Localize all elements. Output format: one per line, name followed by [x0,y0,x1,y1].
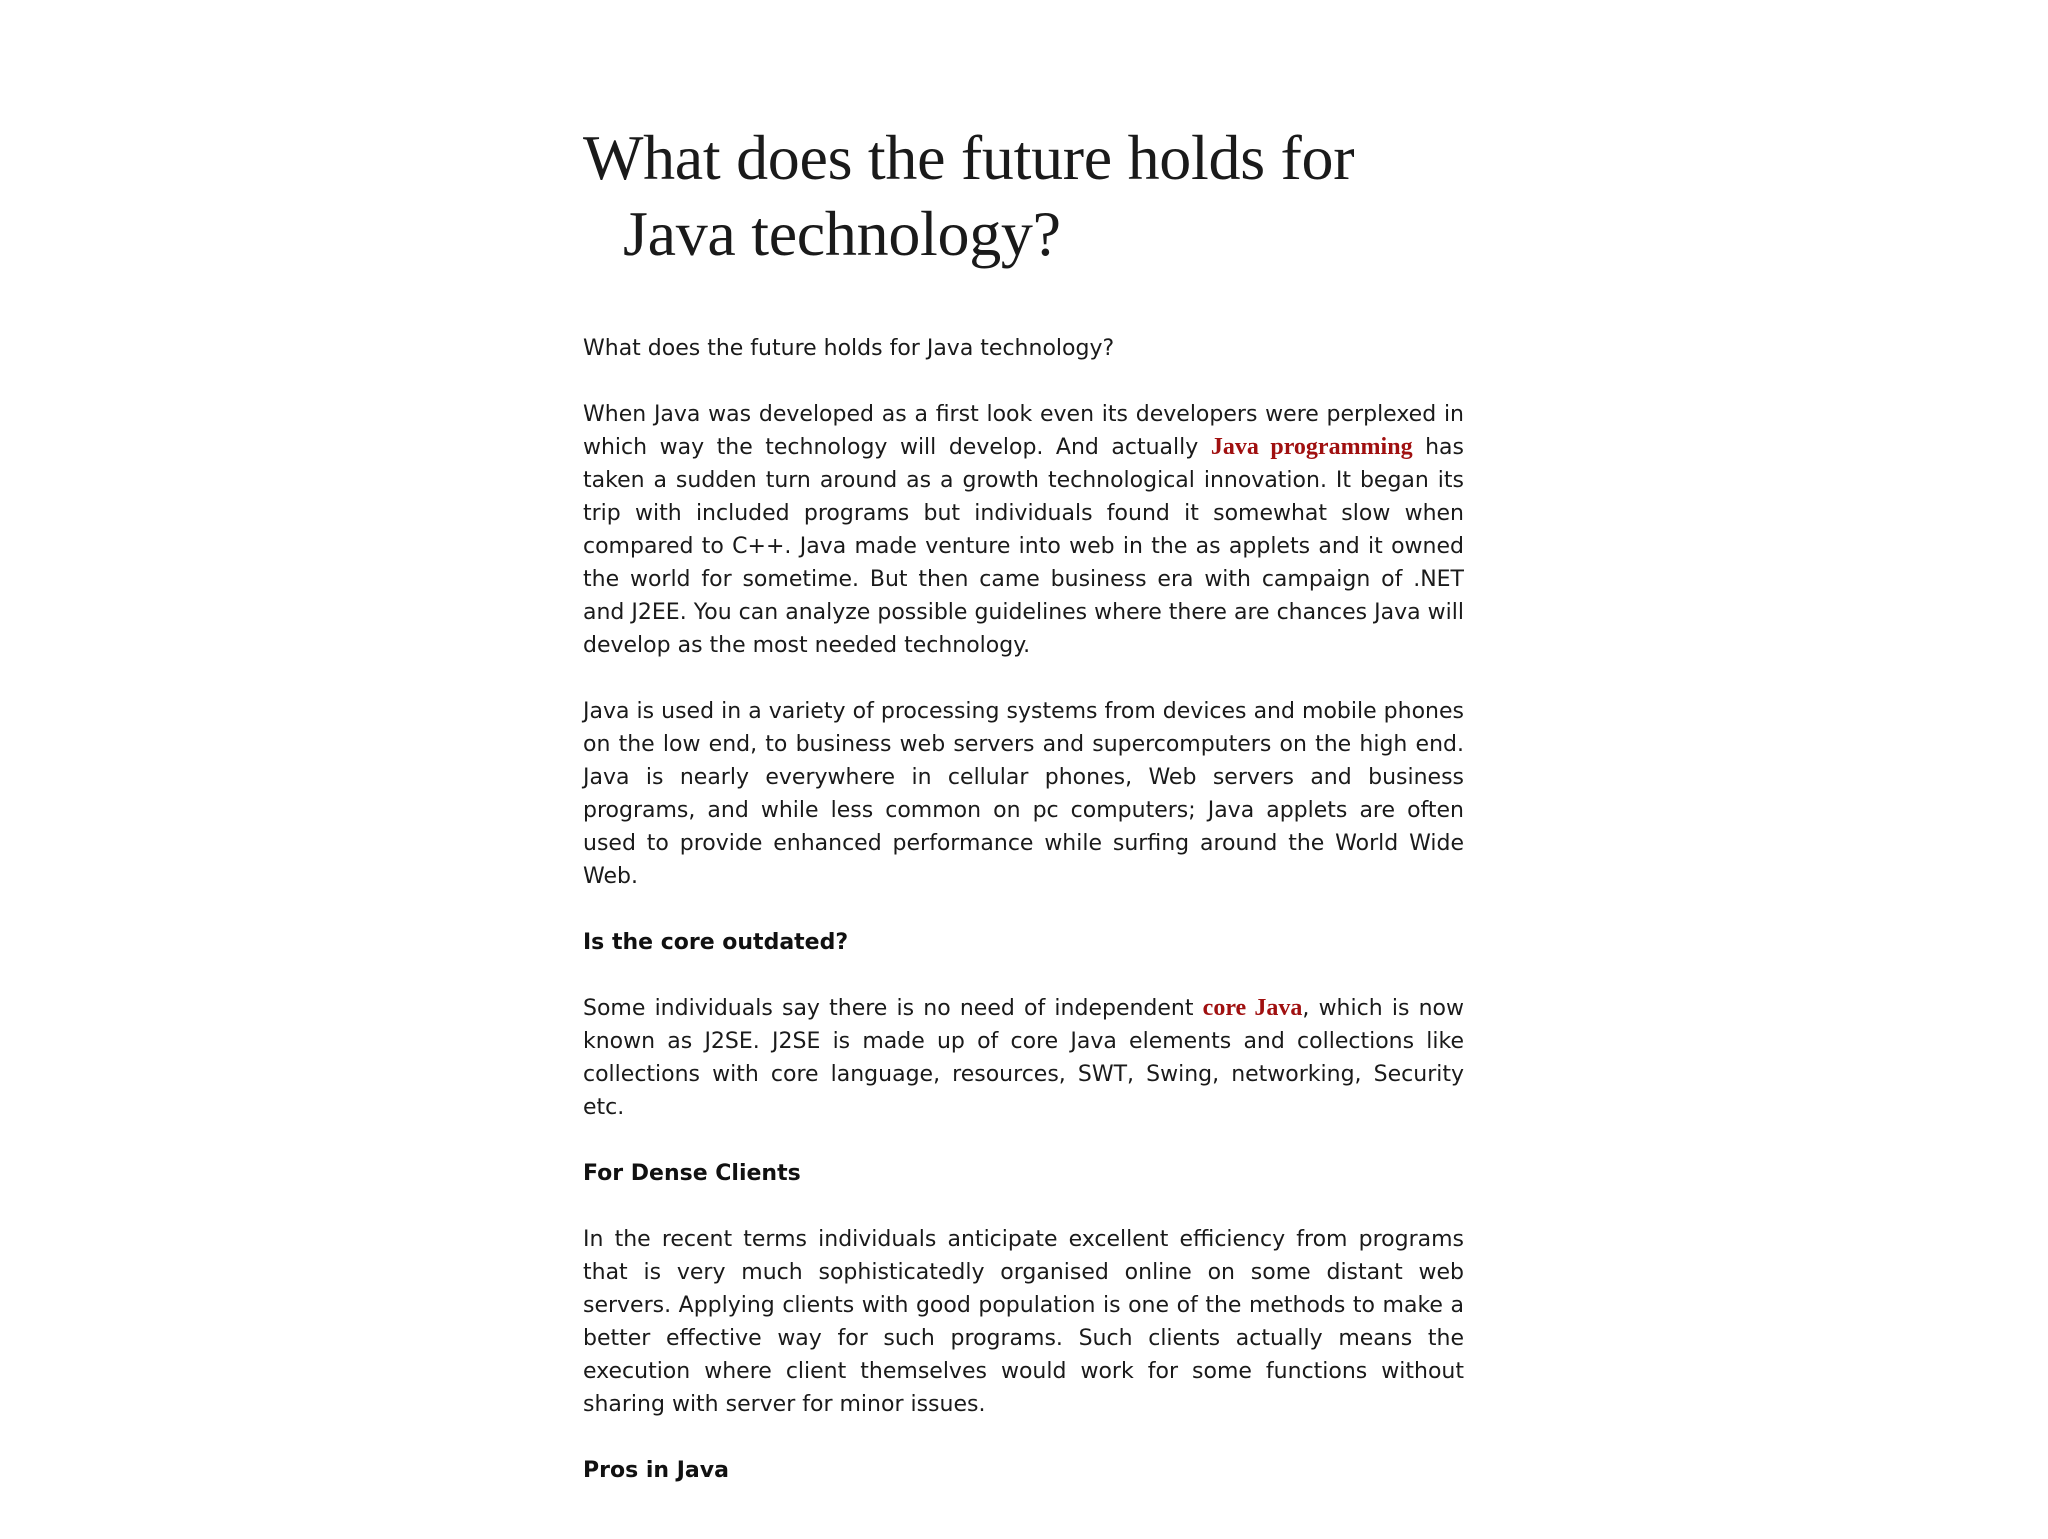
paragraph-4: In the recent terms individuals anticipate excellent efficiency from programs that is very much sophisticatedly organised online on some distant web servers. Applying clients with good population is one of the methods to make a better effective way for such programs. Such clients actually means the execution where client themselves would work for some functions without sharing with server for minor issues. [583,1227,1464,1417]
core-java-link[interactable]: core Java [1202,995,1303,1021]
paragraph-1-before: When Java was developed as a first look even its developers were perplexed in which way the technology will develop. And actually [583,402,1464,460]
heading-pros-in-java: Pros in Java [583,1458,729,1483]
paragraph-1-after: has taken a sudden turn around as a growth technological innovation. It began its trip with included programs but individuals found it somewhat slow when compared to C++. Java made venture into web in the as applets and it owned the world for sometime. But then came business era with campaign of .NET and J2EE. You can analyze possible guidelines where there are chances Java will develop as the most needed technology. [583,435,1464,658]
paragraph-3 [583,992,1464,1124]
paragraph-3-after: , which is now known as J2SE. J2SE is made up of core Java elements and collections like collections with core language, resources, SWT, Swing, networking, Security etc. [583,996,1464,1120]
java-programming-link[interactable]: Java programming [1210,434,1413,460]
paragraph-1 [583,398,1464,662]
paragraph-2: Java is used in a variety of processing systems from devices and mobile phones on the low end, to business web servers and supercomputers on the high end. Java is nearly everywhere in cellular phones, Web servers and business programs, and while less common on pc computers; Java applets are often used to provide enhanced performance while surfing around the World Wide Web. [583,699,1464,889]
heading-dense-clients: For Dense Clients [583,1161,801,1186]
intro-line: What does the future holds for Java technology? [583,336,1115,361]
document-page [583,120,1464,1520]
page-title: What does the future holds for Java technology? [583,122,1355,269]
heading-core-outdated: Is the core outdated? [583,930,849,955]
paragraph-3-before: Some individuals say there is no need of independent [583,996,1203,1021]
